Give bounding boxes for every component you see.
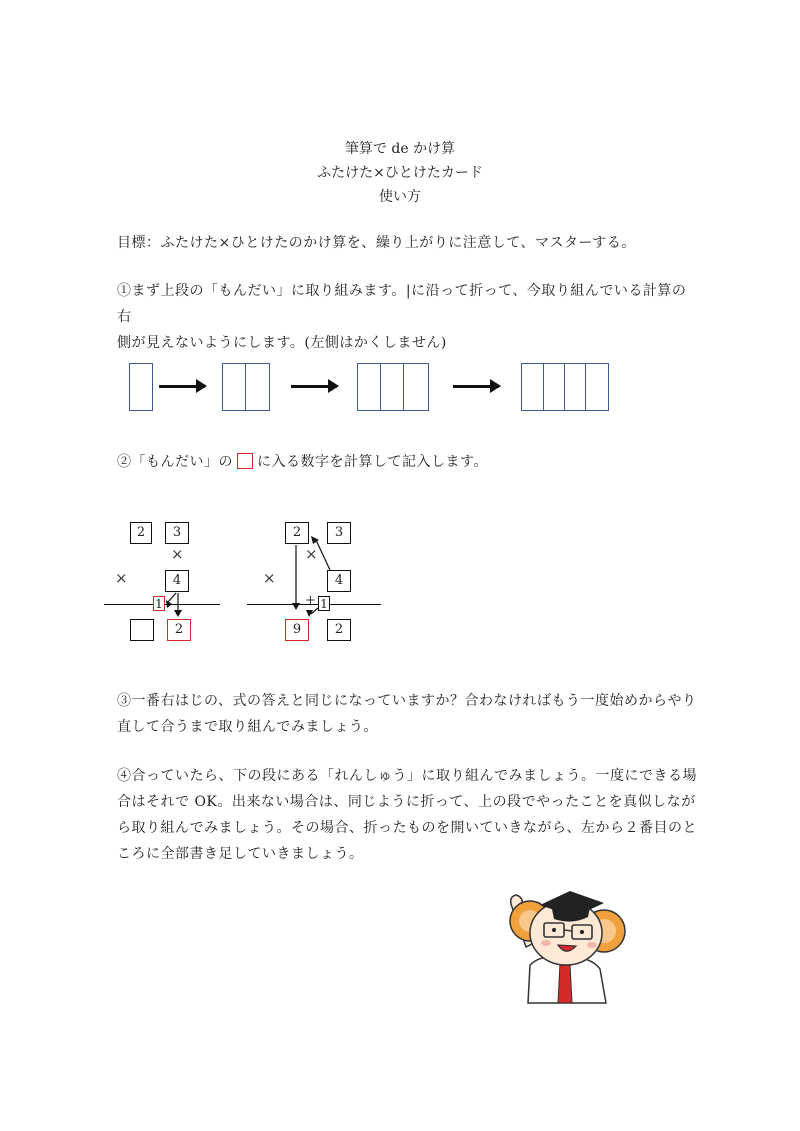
top-tens-digit: 2: [130, 522, 152, 544]
step2-after: に入る数字を計算して記入します。: [257, 454, 488, 470]
step3-line2: 直して合うまで取り組んでみましょう。: [117, 719, 378, 735]
answer-ones-box: 2: [327, 619, 351, 641]
answer-tens-box: 9: [285, 619, 309, 641]
goal-text: 目標：ふたけた×ひとけたのかけ算を、繰り上がりに注意して、マスターする。: [117, 235, 636, 251]
top-ones-digit: 3: [327, 522, 351, 544]
title-line1: 筆算で de かけ算: [344, 141, 456, 157]
step4-line2: 合はそれで OK。出来ない場合は、同じように折って、上の段でやったことを真似しなが: [117, 794, 696, 810]
times-sign: ×: [305, 545, 318, 563]
mascot-illustration: [500, 885, 630, 1005]
title-line3: 使い方: [379, 189, 421, 205]
step4-line4: ころに全部書き足していきましょう。: [117, 846, 364, 862]
carry-digit: 1: [318, 596, 330, 611]
title-line2: ふたけた×ひとけたカード: [317, 165, 483, 181]
step4-line1: ④合っていたら、下の段にある「れんしゅう」に取り組んでみましょう。一度にできる場: [117, 768, 697, 784]
multiplier-digit: 4: [165, 570, 189, 592]
plus-sign: +: [305, 593, 316, 608]
times-sign: ×: [171, 545, 184, 563]
step1-line2: 側が見えないようにします。(左側はかくしません): [117, 335, 447, 351]
step3-text: [117, 688, 697, 740]
multiplier-digit: 4: [327, 570, 351, 592]
step2-before: ②「もんだい」の: [117, 454, 233, 470]
top-ones-digit: 3: [165, 522, 189, 544]
step4-text: [117, 763, 697, 867]
times-sign: ×: [263, 569, 276, 587]
top-tens-digit: 2: [285, 522, 309, 544]
step3-line1: ③一番右はじの、式の答えと同じになっていますか？合わなければもう一度始めからやり: [117, 693, 697, 709]
times-sign: ×: [115, 569, 128, 587]
carry-digit: 1: [153, 596, 165, 611]
answer-ones-box: 2: [167, 619, 191, 641]
step4-line3: ら取り組んでみましょう。その場合、折ったものを開いていきながら、左から２番目のと: [117, 820, 697, 836]
step1-line1: ①まず上段の「もんだい」に取り組みます。|に沿って折って、今取り組んでいる計算の右: [117, 283, 687, 325]
